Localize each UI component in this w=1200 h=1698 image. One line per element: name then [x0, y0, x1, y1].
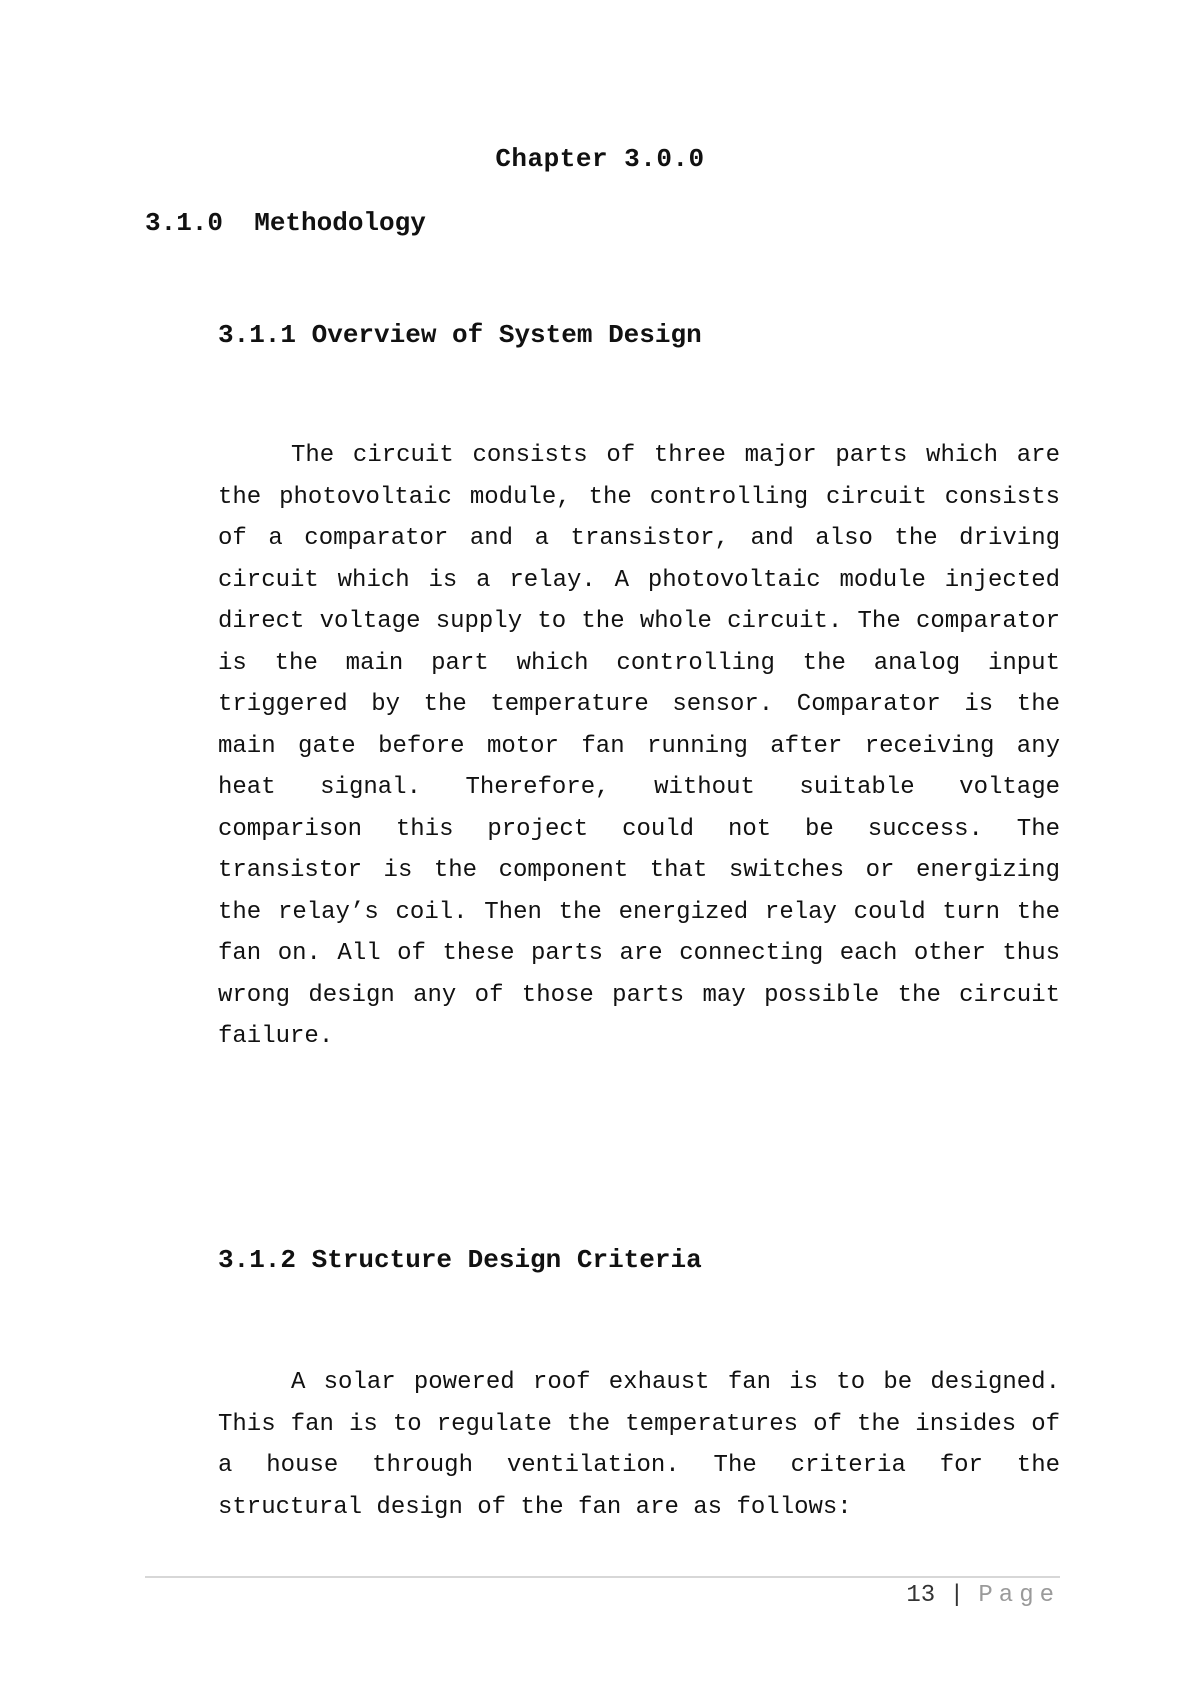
page-number: 13	[906, 1582, 936, 1609]
subsection-title-structure: 3.1.2 Structure Design Criteria	[218, 1245, 702, 1275]
overview-paragraph: The circuit consists of three major parts which are the photovoltaic module, the controlling circuit consists of a comparator and a transistor, and also the driving circuit which is a relay. A photovoltaic module injected direct voltage supply to the whole circuit. The comparator is the main part which controlling the analog input triggered by the temperature sensor. Comparator is the main gate before motor fan running after receiving any heat signal. Therefore, without suitable voltage comparison this project could not be success. The transistor is the component that switches or energizing the relay’s coil. Then the energized relay could turn the fan on. All of these parts are connecting each other thus wrong design any of those parts may possible the circuit failure.	[218, 442, 1060, 1050]
footer-separator: |	[949, 1582, 964, 1609]
subsection-title-overview: 3.1.1 Overview of System Design	[218, 320, 702, 350]
chapter-title: Chapter 3.0.0	[495, 144, 705, 174]
section-title: 3.1.0 Methodology	[145, 208, 426, 238]
page-label: Page	[978, 1582, 1060, 1609]
structure-paragraph: A solar powered roof exhaust fan is to be designed. This fan is to regulate the temperatures of the insides of a house through ventilation. The criteria for the structural design of the fan are as follows:	[218, 1369, 1060, 1521]
footer-divider	[145, 1576, 1060, 1578]
page-footer	[906, 1582, 1060, 1609]
